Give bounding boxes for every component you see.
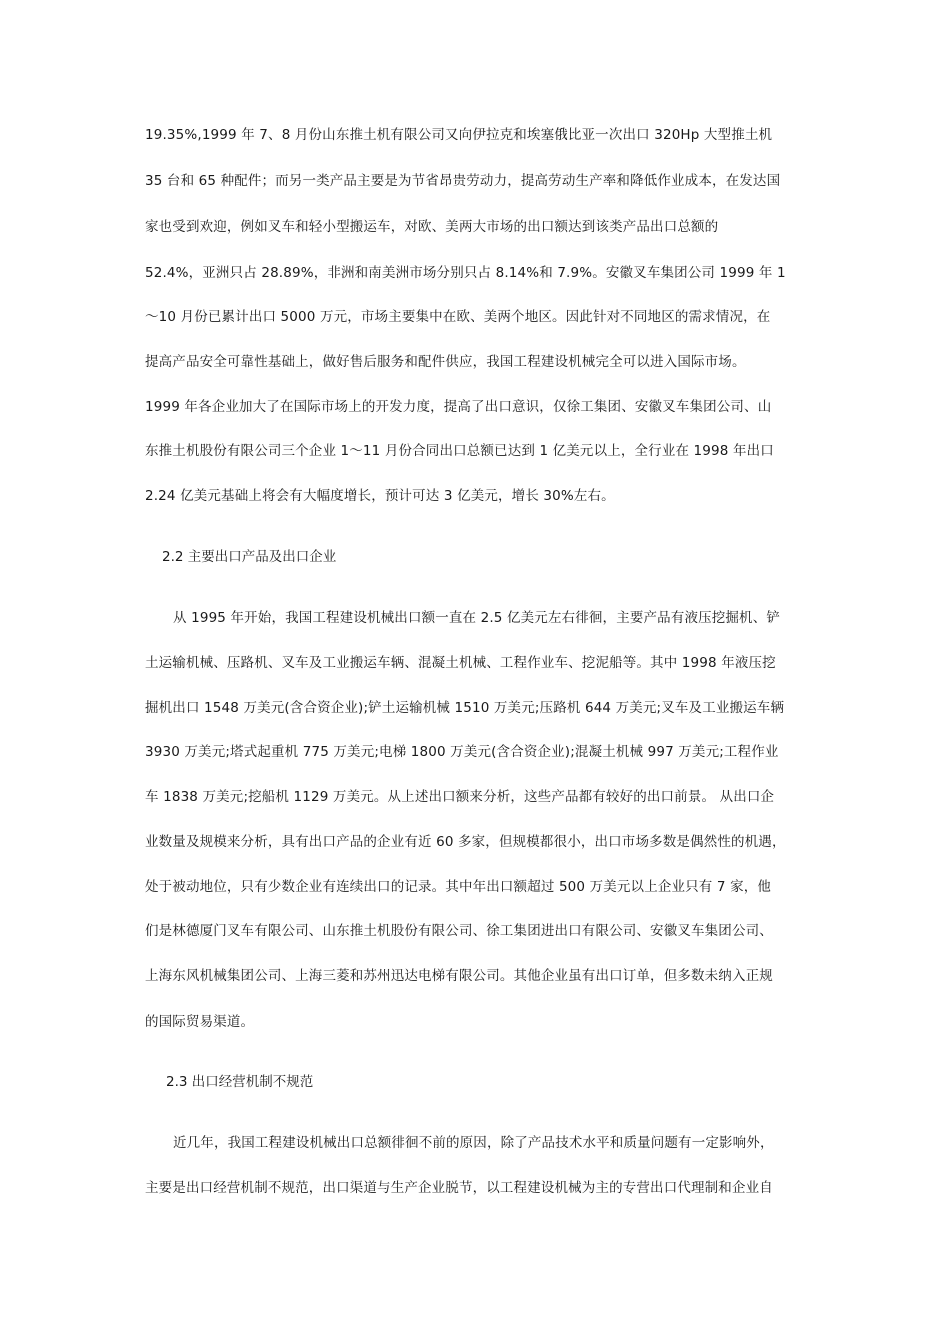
text-line: 19.35%,1999 年 7、8 月份山东推土机有限公司又向伊拉克和埃塞俄比亚一次出口 320Hp 大型推土机 <box>145 127 773 143</box>
text-line: 土运输机械、压路机、叉车及工业搬运车辆、混凝土机械、工程作业车、挖泥船等。其中 1998 年液压挖 <box>145 655 776 671</box>
text-line: ～10 月份已累计出口 5000 万元，市场主要集中在欧、美两个地区。因此针对不同地区的需求情况，在 <box>145 309 771 325</box>
text-line: 掘机出口 1548 万美元(含合资企业);铲土运输机械 1510 万美元;压路机 644 万美元;叉车及工业搬运车辆 <box>145 700 785 716</box>
text-line: 东推土机股份有限公司三个企业 1～11 月份合同出口总额已达到 1 亿美元以上，全行业在 1998 年出口 <box>145 443 774 459</box>
text-line: 业数量及规模来分析，具有出口产品的企业有近 60 多家，但规模都很小，出口市场多数是偶然性的机遇， <box>145 834 786 850</box>
text-line: 1999 年各企业加大了在国际市场上的开发力度，提高了出口意识，仅徐工集团、安徽叉车集团公司、山 <box>145 399 772 415</box>
section-heading-2-2: 2.2 主要出口产品及出口企业 <box>162 549 337 565</box>
section-heading-2-3: 2.3 出口经营机制不规范 <box>166 1074 314 1090</box>
text-line: 52.4%，亚洲只占 28.89%，非洲和南美洲市场分别只占 8.14%和 7.9%。安徽叉车集团公司 1999 年 1 <box>145 265 786 281</box>
text-line: 们是林德厦门叉车有限公司、山东推土机股份有限公司、徐工集团进出口有限公司、安徽叉车集团公司、 <box>145 923 773 939</box>
text-line: 从 1995 年开始，我国工程建设机械出口额一直在 2.5 亿美元左右徘徊，主要产品有液压挖掘机、铲 <box>173 610 780 626</box>
text-line: 的国际贸易渠道。 <box>145 1014 255 1030</box>
text-line: 处于被动地位，只有少数企业有连续出口的记录。其中年出口额超过 500 万美元以上企业只有 7 家，他 <box>145 879 772 895</box>
text-line: 35 台和 65 种配件；而另一类产品主要是为节省昂贵劳动力，提高劳动生产率和降低作业成本，在发达国 <box>145 173 781 189</box>
text-line: 近几年，我国工程建设机械出口总额徘徊不前的原因，除了产品技术水平和质量问题有一定影响外， <box>173 1135 774 1151</box>
text-line: 提高产品安全可靠性基础上，做好售后服务和配件供应，我国工程建设机械完全可以进入国际市场。 <box>145 354 746 370</box>
text-line: 家也受到欢迎，例如叉车和轻小型搬运车，对欧、美两大市场的出口额达到该类产品出口总额的 <box>145 219 719 235</box>
text-line: 2.24 亿美元基础上将会有大幅度增长，预计可达 3 亿美元，增长 30%左右。 <box>145 488 615 504</box>
text-line: 上海东风机械集团公司、上海三菱和苏州迅达电梯有限公司。其他企业虽有出口订单，但多数未纳入正规 <box>145 968 773 984</box>
text-line: 主要是出口经营机制不规范，出口渠道与生产企业脱节，以工程建设机械为主的专营出口代理制和企业自 <box>145 1180 773 1196</box>
text-line: 车 1838 万美元;挖船机 1129 万美元。从上述出口额来分析，这些产品都有较好的出口前景。 从出口企 <box>145 789 775 805</box>
text-line: 3930 万美元;塔式起重机 775 万美元;电梯 1800 万美元(含合资企业);混凝土机械 997 万美元;工程作业 <box>145 744 779 760</box>
